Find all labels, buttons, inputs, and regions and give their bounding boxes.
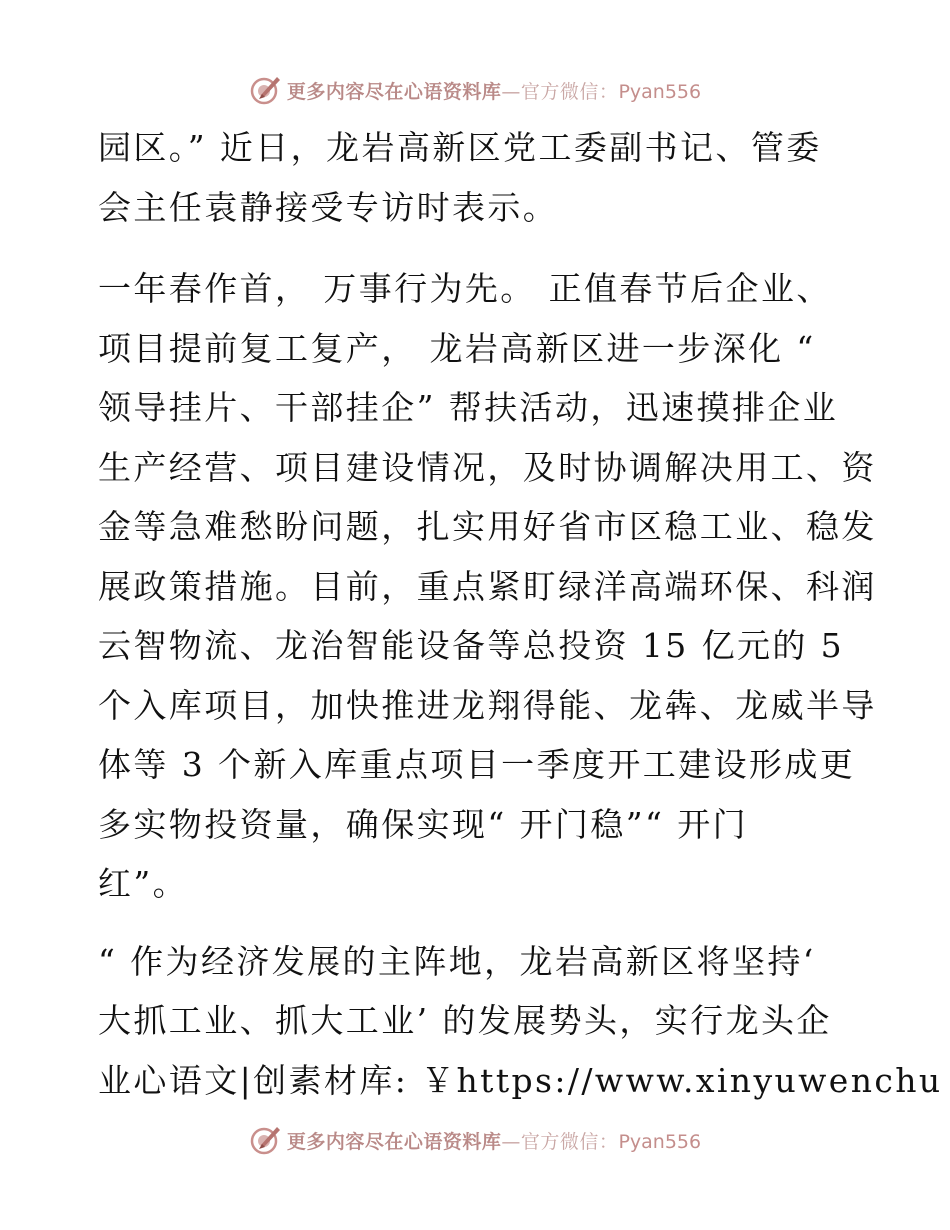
watermark-text	[287, 77, 701, 104]
text-line: 个入库项目，加快推进龙翔得能、龙犇、龙威半导	[98, 685, 877, 725]
watermark-separator: —	[501, 80, 521, 103]
text-line: 会主任袁静接受专访时表示。	[98, 187, 559, 227]
text-line: 多实物投资量，确保实现“ 开门稳”“ 开门	[98, 804, 748, 844]
watermark-main-text: 更多内容尽在心语资料库	[286, 1130, 502, 1153]
text-line: 领导挂片、干部挂企” 帮扶活动，迅速摸排企业	[98, 388, 839, 427]
watermark-wechat-id: Pyan556	[618, 80, 702, 103]
document-body	[98, 118, 943, 1110]
paragraph-3	[98, 932, 943, 1111]
text-line: 业心语文|创素材库: ￥https://www.xinyuwenchu	[98, 1060, 943, 1100]
paragraph-1	[98, 118, 858, 237]
text-line: 大抓工业、抓大工业’ 的发展势头，实行龙头企	[98, 1001, 832, 1040]
header-watermark	[0, 70, 950, 110]
text-line: 一年春作首， 万事行为先。 正值春节后企业、	[98, 269, 832, 308]
text-line: 云智物流、龙治智能设备等总投资 15 亿元的 5	[98, 626, 845, 665]
text-line: 展政策措施。目前，重点紧盯绿洋高端环保、科润	[98, 566, 877, 606]
watermark-separator: —	[501, 1130, 521, 1153]
text-line: 园区。” 近日，龙岩高新区党工委副书记、管委	[98, 128, 822, 167]
watermark-official-label: 官方微信：	[520, 80, 619, 103]
text-line: 生产经营、项目建设情况，及时协调解决用工、资	[98, 447, 877, 487]
text-line: “ 作为经济发展的主阵地，龙岩高新区将坚持‘	[98, 941, 816, 981]
footer-watermark	[0, 1120, 950, 1160]
watermark-main-text: 更多内容尽在心语资料库	[286, 80, 502, 103]
paragraph-2	[98, 259, 877, 914]
watermark-wechat-id: Pyan556	[618, 1130, 702, 1153]
text-line: 项目提前复工复产， 龙岩高新区进一步深化 “	[98, 328, 816, 368]
text-line: 金等急难愁盼问题，扎实用好省市区稳工业、稳发	[98, 507, 877, 546]
watermark-text	[287, 1127, 701, 1154]
quill-pen-icon	[249, 73, 283, 107]
quill-pen-icon	[249, 1123, 283, 1157]
watermark-official-label: 官方微信：	[520, 1130, 619, 1153]
text-line: 体等 3 个新入库重点项目一季度开工建设形成更	[98, 745, 856, 784]
text-line: 红”。	[98, 864, 189, 903]
